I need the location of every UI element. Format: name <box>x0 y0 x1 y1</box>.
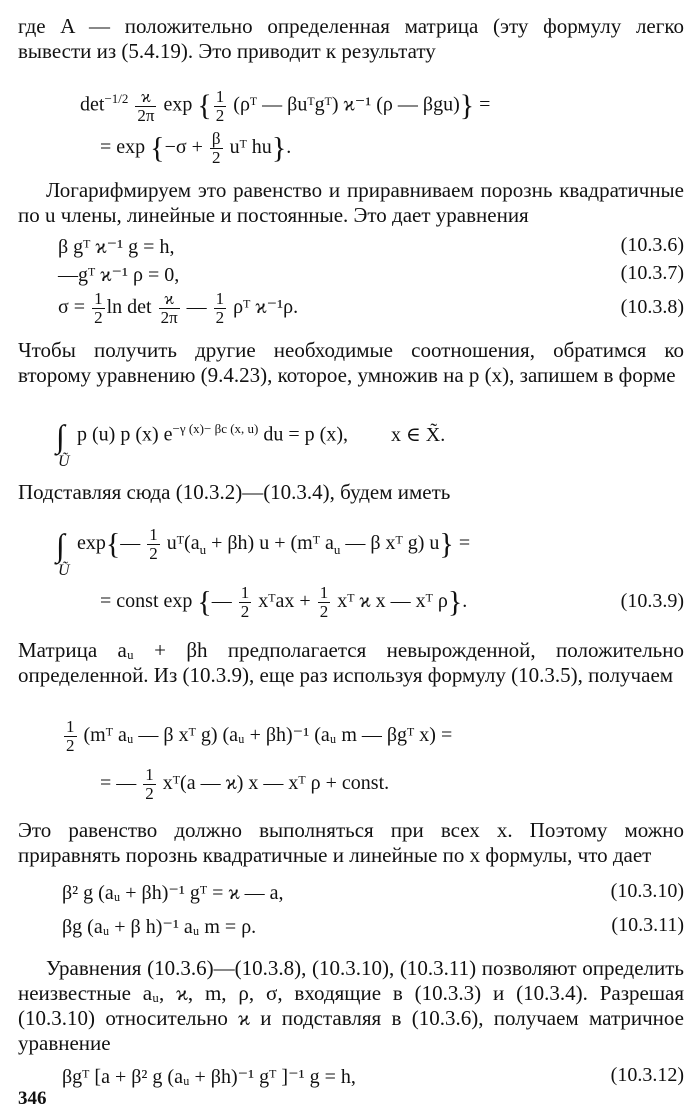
eq-a-frac-k: $\frac{ϰ}{2\pi}$ <box>137 86 155 125</box>
eq-8-frac-half-2: $\frac{1}{2}$ <box>215 289 225 327</box>
equation-number-10-3-10: (10.3.10) <box>610 880 684 902</box>
eq-int1-exponent: −γ (x)− βc (x, u) <box>172 421 259 436</box>
equation-integral-1 <box>56 416 446 471</box>
eq-a-frac-half: $\frac{1}{2}$ <box>215 86 225 125</box>
eq-c1-frac-half: $\frac{1}{2}$ <box>66 717 75 755</box>
eq-c2-minus: = — <box>100 772 137 795</box>
eq-9b-d: xᵀ ϰ x — xᵀ ρ <box>337 590 448 613</box>
eq-9b-frac-half-2: $\frac{1}{2}$ <box>319 583 329 621</box>
eq-a-equals: = <box>479 93 491 116</box>
paragraph-5: Матрица aᵤ + βh предполагается невырожденной, положительно определенной. Из (10.3.9), еще раз используя формулу (10.3.5), получаем <box>18 638 684 687</box>
eq-8-frac-half: $\frac{1}{2}$ <box>94 289 103 327</box>
equation-number-10-3-8: (10.3.8) <box>620 296 684 318</box>
eq-9a-exp: exp <box>77 532 106 555</box>
eq-c2-frac-half: $\frac{1}{2}$ <box>145 765 154 803</box>
integral-sign-icon: ∫ Ũ <box>56 418 70 471</box>
eq-a2-brace-close: } <box>271 131 287 165</box>
equation-10-3-10: β² g (aᵤ + βh)⁻¹ gᵀ = ϰ — a, <box>62 882 284 904</box>
eq-9b-frac-half: $\frac{1}{2}$ <box>240 583 250 621</box>
equation-10-3-6: β gᵀ ϰ⁻¹ g = h, <box>58 236 175 258</box>
eq-a-det: det <box>80 93 105 116</box>
equation-10-3-9-line-2 <box>100 584 467 621</box>
eq-8-lndet: ln det <box>106 296 152 319</box>
paragraph-1: где A — положительно определенная матрица (эту формулу легко вывести из (5.4.19). Это приводит к результату <box>18 14 684 63</box>
eq-9a-sub-u: u <box>199 542 207 558</box>
page <box>18 0 684 1117</box>
eq-int1-domain: x ∈ X̃. <box>391 423 446 446</box>
eq-c1-body: (mᵀ aᵤ — β xᵀ g) (aᵤ + βh)⁻¹ (aᵤ m — βgᵀ x) = <box>83 724 453 747</box>
eq-9a-sub-u-2: u <box>333 542 341 558</box>
eq-9a-g: — β xᵀ g) u <box>345 532 440 555</box>
eq-int1-rhs: du = p (x), <box>263 423 348 446</box>
eq-9a-minus: — <box>120 532 141 555</box>
eq-a-brace-open: { <box>197 89 212 123</box>
equation-a-line-1 <box>80 86 490 125</box>
integral-sign-icon-2: ∫ Ũ <box>56 526 70 579</box>
equation-c-line-1 <box>62 718 452 755</box>
eq-9a-brace-open: { <box>105 527 121 561</box>
eq-9b-end: . <box>462 590 468 613</box>
eq-int1-body: p (u) p (x) e <box>77 423 173 446</box>
eq-a-brace-close: } <box>459 89 475 123</box>
equation-number-10-3-11: (10.3.11) <box>611 914 684 936</box>
eq-9a-c: uᵀ(a <box>166 532 200 555</box>
equation-10-3-9-line-1 <box>56 525 471 579</box>
equation-number-10-3-9: (10.3.9) <box>620 590 684 612</box>
eq-a-exponent: −1/2 <box>104 91 129 106</box>
eq-a-exp: exp <box>163 93 193 116</box>
eq-9b-c: xᵀax + <box>258 590 311 613</box>
equation-number-10-3-7: (10.3.7) <box>620 262 684 284</box>
paragraph-2: Логарифмируем это равенство и приравниваем порознь квадратичные по u члены, линейные и постоянные. Это дает уравнения <box>18 178 684 227</box>
eq-a2-body-a: −σ + <box>164 136 203 159</box>
eq-c2-body: xᵀ(a — ϰ) x — xᵀ ρ + const. <box>162 772 390 795</box>
paragraph-3: Чтобы получить другие необходимые соотношения, обратимся ко второму уравнению (9.4.23), которое, умножив на p (x), запишем в форме <box>18 338 684 387</box>
equation-number-10-3-12: (10.3.12) <box>610 1064 684 1086</box>
paragraph-7: Уравнения (10.3.6)—(10.3.8), (10.3.10), (10.3.11) позволяют определить неизвестные aᵤ, ϰ, m, ρ, σ, входящие в (10.3.3) и (10.3.4). Разрешая (10.3.10) относительно ϰ и подставляя в (10.3.6), получаем матричное уравнение <box>18 956 684 1055</box>
eq-9b-brace-close: } <box>447 585 463 619</box>
eq-a2-frac-beta: $\frac{\beta}{2}$ <box>211 129 221 167</box>
equation-10-3-7: —gᵀ ϰ⁻¹ ρ = 0, <box>58 264 180 286</box>
eq-9a-e: + βh) u + (mᵀ a <box>211 532 334 555</box>
equation-10-3-8 <box>58 290 298 327</box>
eq-8-minus: — <box>186 296 207 319</box>
eq-9b-brace-open: { <box>197 585 212 619</box>
paragraph-4: Подставляя сюда (10.3.2)—(10.3.4), будем иметь <box>18 480 451 504</box>
eq-9b-minus: — <box>211 590 232 613</box>
page-number: 346 <box>18 1088 47 1109</box>
eq-8-frac-k: $\frac{ϰ}{2\pi}$ <box>160 289 178 327</box>
paragraph-6: Это равенство должно выполняться при всех x. Поэтому можно приравнять порознь квадратичные и линейные по x формулы, что дает <box>18 818 684 867</box>
eq-a2-body-b: uᵀ hu <box>229 136 272 159</box>
equation-number-10-3-6: (10.3.6) <box>620 234 684 256</box>
equation-10-3-11: βg (aᵤ + β h)⁻¹ aᵤ m = ρ. <box>62 916 257 938</box>
eq-a2-end: . <box>286 136 292 159</box>
eq-9a-frac-half: $\frac{1}{2}$ <box>149 525 158 563</box>
equation-10-3-12: βgᵀ [a + β² g (aᵤ + βh)⁻¹ gᵀ ]⁻¹ g = h, <box>62 1066 356 1088</box>
eq-a-inner: (ρᵀ — βuᵀgᵀ) ϰ⁻¹ (ρ — βgu) <box>233 93 460 116</box>
eq-8-sigma: σ = <box>58 296 86 319</box>
equation-a-line-2 <box>100 130 291 167</box>
eq-9a-equals: = <box>458 532 471 555</box>
eq-9a-brace-close: } <box>439 527 454 561</box>
eq-a2-pre: = exp <box>100 136 146 159</box>
equation-c-line-2 <box>100 766 389 803</box>
eq-a2-brace-open: { <box>150 131 165 165</box>
eq-8-tail: ρᵀ ϰ⁻¹ρ. <box>233 296 299 319</box>
eq-9b-const: = const exp <box>100 590 193 613</box>
